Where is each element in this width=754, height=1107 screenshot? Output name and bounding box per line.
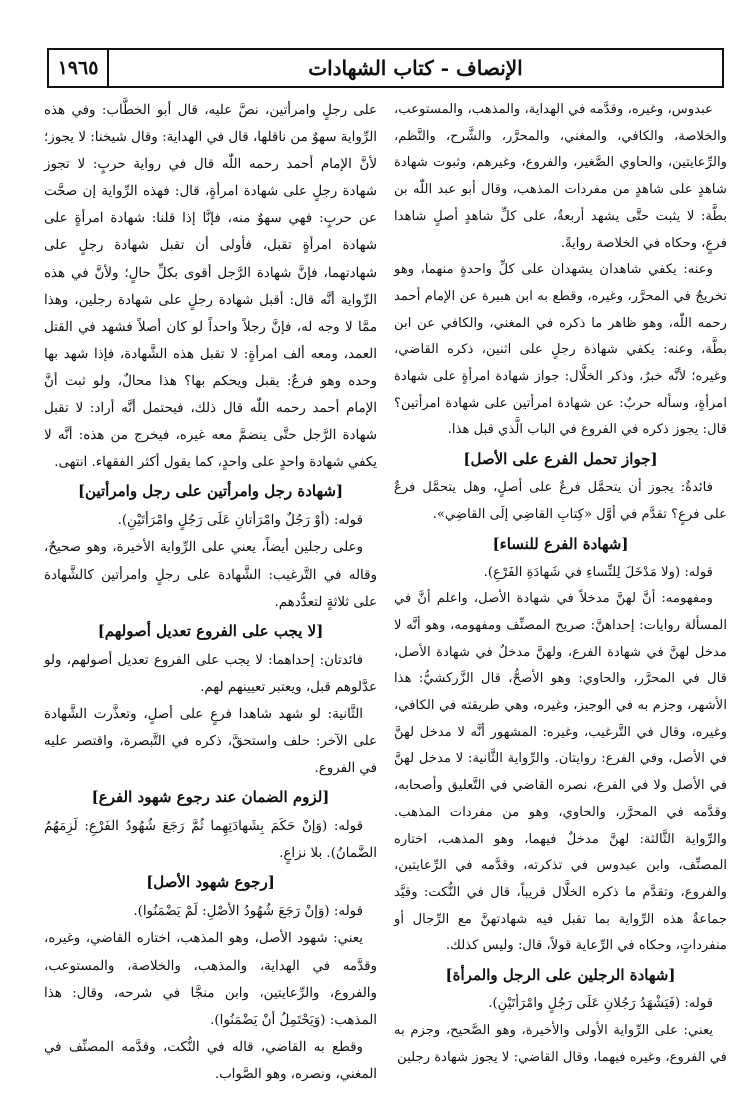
- section-heading: [جواز تحمل الفرع على الأصل]: [463, 450, 658, 469]
- body-paragraph: عبدوس، وغيره، وقدَّمه في الهداية، والمذهب، والمستوعب، والخلاصة، والكافي، والمغني، والمحرَّر، والشَّرح، والنَّظم، والرِّعايتين، والحاوي الصَّغير، والفروع، وغيرهم، وثبوت شهادة شاهدٍ على شاهدٍ من مفردات المذهب، وقال أبو عبد اللّٰه بن بطَّة: لا يثبت حتَّى يشهد أربعةٌ، على كلِّ شاهدٍ أصلٍ شاهدا فرعٍ، وحكاه في الخلاصة روايةً.: [394, 102, 727, 251]
- body-paragraph: قوله: (ولا مَدْخَلَ لِلنِّساءِ في شَهادَةِ الفَرْعِ).: [483, 564, 713, 580]
- section-heading: [رجوع شهود الأصل]: [146, 873, 275, 892]
- body-paragraph: قوله: (وَإنْ رَجَعَ شُهُودُ الأصْلِ: لَمْ يَضْمَنُوا).: [133, 904, 363, 920]
- section-heading: [شهادة الرجلين على الرجل والمرأة]: [445, 966, 676, 985]
- section-heading: [لا يجب على الفروع تعديل أصولهم]: [97, 621, 324, 640]
- section-heading: [لزوم الضمان عند رجوع شهود الفرع]: [91, 788, 330, 807]
- body-paragraph: قوله: (وَإنْ حَكَمَ بِشَهادَتِهِما ثُمَّ رَجَعَ شُهُودُ الفَرْعِ: لَزِمَهُمُ الضَّمانُ). بلا نزاعٍ.: [44, 819, 377, 862]
- right-column: [394, 97, 727, 1087]
- section-heading: [شهادة الفرع للنساء]: [492, 534, 629, 553]
- body-paragraph: وقطع به القاضي، قاله في النُّكت، وقدَّمه المصنِّف في المغني، ونصره، وهو الصَّواب.: [44, 1039, 377, 1082]
- body-paragraph: فائدتان: إحداهما: لا يجب على الفروع تعديل أصولهم، ولو عدَّلوهم قبل، ويعتبر تعيينهم لهم.: [44, 652, 377, 695]
- section-heading: [شهادة رجل وامرأتين على رجل وامرأتين]: [77, 482, 344, 501]
- body-paragraph: ومفهومه: أنَّ لهنَّ مدخلاً في شهادة الأصل، واعلم أنَّ في المسألة روايات: إحداهنَّ: صريح المصنِّف ومفهومه، وهو أنَّه لا مدخل لهنَّ في شهادة الفرع، ولهنَّ مدخلٌ في شهادة الأصل، قال في المحرَّر، والحاوي: وهو الأصحُّ، قال الزَّركشيُّ: هذا الأشهر، وجزم به في الوجيز، وغيره، وهي طريقته في الكافي، وغيره، وقال في التَّرغيب، وغيره: المشهور أنَّه لا مدخل لهنَّ في الأصل، وفي الفرع: روايتان. والرِّواية الثَّانية: لا مدخل لهنَّ في الأصل ولا في الفرع، نصره القاضي في التَّعليق وأصحابه، وقدَّمه في المحرَّر، والحاوي، وهو من مفردات المذهب. والرِّواية الثَّالثة: لهنَّ مدخلٌ فيهما، وهو المذهب، اختاره المصنِّف، وابن عبدوس في تذكرته، وقدَّمه في الرِّعايتين، والفروع، وتقدَّم ما ذكره الخلَّال قريباً، قال في النُّكت: وقيَّد جماعةٌ هذه الرِّواية بما تقبل فيه شهادتهنَّ مع الرِّجال أو منفرداتٍ، وحكاه في الرِّعاية قولاً، قال: وليس كذلك.: [394, 591, 727, 954]
- running-title: الإنصاف - كتاب الشهادات: [308, 56, 523, 80]
- body-paragraph: الثَّانية: لو شهد شاهدا فرعٍ على أصلٍ، وتعذَّرت الشَّهادة على الآخر: حلف واستحقَّ، ذكره في التَّبصرة، واقتصر عليه في الفروع.: [44, 706, 377, 777]
- page-number: ١٩٦٥: [49, 50, 109, 86]
- page-header: [47, 48, 724, 88]
- body-paragraph: قوله: (فَيَشْهَدُ رَجُلانِ عَلَى رَجُلٍ وامْرَأتَيْنِ).: [488, 996, 713, 1012]
- body-paragraph: قوله: (أوْ رَجُلٌ وامْرَأتانِ عَلَى رَجُلٍ وامْرَأتَيْنِ).: [117, 513, 363, 529]
- body-paragraph: وعنه: يكفي شاهدان يشهدان على كلِّ واحدةٍ منهما، وهو تخريجٌ في المحرَّر، وغيره، وقطع به ابن هبيرة عن الإمام أحمد رحمه اللّٰه، وهو ظاهر ما ذكره في المغني، والكافي عن ابن بطَّة، وعنه: يكفي شهادة رجلٍ على اثنين، ذكره القاضي، وغيره؛ لأنَّه خبرٌ، وذكر الخلَّال: جواز شهادة امرأةٍ على شهادة امرأةٍ، وسأله حربٌ: عن شهادة امرأتين على شهادة امرأتين؟ قال: يجوز ذكره في الفروع في الباب الَّذي قبل هذا.: [394, 262, 727, 438]
- body-paragraph: وعلى رجلين أيضاً، يعني على الرِّواية الأخيرة، وهو صحيحٌ، وقاله في التَّرغيب: الشَّهادة على رجلٍ وامرأتين كالشَّهادة على ثلاثةٍ لتعدُّدهم.: [44, 540, 377, 610]
- body-paragraph: يعني: على الرِّواية الأولى والأخيرة، وهو الصَّحيح، وجزم به في الفروع، وغيره فيهما، وقال القاضي: لا يجوز شهادة رجلين: [394, 1022, 727, 1065]
- body-paragraph: على رجلٍ وامرأتين، نصَّ عليه، قال أبو الخطَّاب: وفي هذه الرِّواية سهوٌ من ناقلها، قال في الهداية: وقال شيخنا: لا يجوز؛ لأنَّ الإمام أحمد رحمه اللّٰه قال في رواية حربٍ: لا تجوز شهادة رجلٍ على شهادة امرأةٍ، قال: فهذه الرِّواية إن صحَّت عن حربٍ: فهي سهوٌ منه، فإنَّا إذا قلنا: شهادة امرأةٍ على شهادة امرأةٍ تقبل، فأولى أن تقبل شهادة رجلٍ على شهادتهما، فإنَّ شهادة الرَّجل أقوى بكلِّ حالٍ؛ ولأنَّ في هذه الرِّواية أنَّه قال: أقبل شهادة رجلٍ على شهادة رجلين، وهذا ممَّا لا وجه له، فإنَّ رجلاً واحداً لو كان أصلاً فشهد في القتل العمد، ومعه ألف امرأةٍ: لا تقبل هذه الشَّهادة، فإذا شهد بها وحده وهو فرعٌ: يقبل ويحكم بها؟ هذا محالٌ، ولو ثبت أنَّ الإمام أحمد رحمه اللّٰه قال ذلك، فيحتمل أنَّه أراد: لا تقبل شهادة الرَّجل حتَّى ينضمَّ معه غيره، فيخرج من هذه: أنَّه لا يكفي شهادة واحدٍ على واحدٍ، كما يقول أكثر الفقهاء. انتهى.: [44, 103, 377, 471]
- body-paragraph: فائدةٌ: يجوز أن يتحمَّل فرعٌ على أصلٍ، وهل يتحمَّل فرعٌ على فرعٍ؟ تقدَّم في أوَّل «كِتابِ القاضِي إلَى القاضِي».: [394, 480, 727, 522]
- left-column: [44, 97, 377, 1087]
- body-paragraph: يعني: شهود الأصل، وهو المذهب، اختاره القاضي، وغيره، وقدَّمه في الهداية، والمذهب، والخلاصة، والمستوعب، والفروع، والرِّعايتين، وابن منجَّا في شرحه، وقال: هذا المذهب: (وَيَحْتَمِلُ أنْ يَضْمَنُوا).: [44, 931, 377, 1028]
